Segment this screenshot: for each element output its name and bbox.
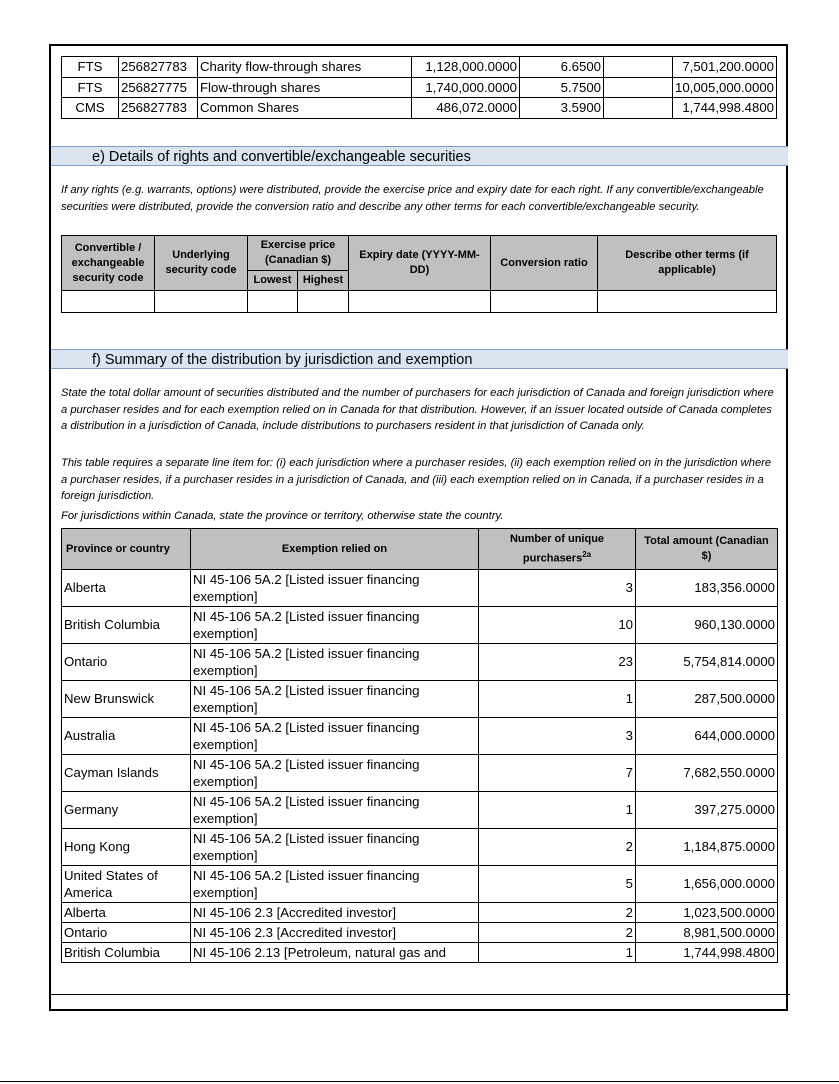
distribution-row	[62, 644, 778, 681]
distribution-row	[62, 718, 778, 755]
distribution-cell-total: 1,023,500.0000	[636, 903, 778, 923]
distribution-cell-purchasers: 2	[479, 923, 636, 943]
section-e-instructions: If any rights (e.g. warrants, options) were distributed, provide the exercise price and expiry date for each right. If any convertible/exchangeable securities were distributed, provide the conversion ratio and describe any other terms for each convertible/exchangeable security.	[61, 184, 764, 213]
distribution-cell-purchasers: 7	[479, 755, 636, 792]
distribution-cell-total: 1,744,998.4800	[636, 943, 778, 963]
distribution-cell-jurisdiction: Alberta	[62, 903, 191, 923]
page-rule	[0, 1081, 839, 1082]
securities-row	[62, 98, 777, 119]
securities-cell-description: Charity flow-through shares	[198, 57, 412, 78]
securities-cell-type: FTS	[62, 77, 119, 98]
col-other-terms: Describe other terms (if applicable)	[598, 236, 777, 291]
col-expiry-date: Expiry date (YYYY-MM-DD)	[349, 236, 491, 291]
distribution-cell-jurisdiction: Germany	[62, 792, 191, 829]
distribution-row	[62, 681, 778, 718]
securities-cell-price: 3.5900	[520, 98, 604, 119]
distribution-row	[62, 755, 778, 792]
distribution-cell-purchasers: 1	[479, 681, 636, 718]
distribution-row	[62, 943, 778, 963]
distribution-cell-total: 7,682,550.0000	[636, 755, 778, 792]
securities-cell-blank	[604, 77, 673, 98]
distribution-cell-exemption: NI 45-106 2.13 [Petroleum, natural gas and	[191, 943, 479, 963]
distribution-cell-exemption: NI 45-106 5A.2 [Listed issuer financing exemption]	[191, 644, 479, 681]
distribution-row	[62, 792, 778, 829]
section-f-title: f) Summary of the distribution by jurisdiction and exemption	[51, 349, 788, 369]
securities-cell-price: 5.7500	[520, 77, 604, 98]
distribution-cell-jurisdiction: Ontario	[62, 644, 191, 681]
rights-empty-row	[62, 291, 777, 313]
col-exercise-price: Exercise price (Canadian $)	[248, 236, 349, 271]
distribution-cell-total: 183,356.0000	[636, 570, 778, 607]
distribution-cell-jurisdiction: United States of America	[62, 866, 191, 903]
distribution-cell-exemption: NI 45-106 5A.2 [Listed issuer financing exemption]	[191, 607, 479, 644]
distribution-cell-purchasers: 2	[479, 903, 636, 923]
distribution-row	[62, 923, 778, 943]
securities-cell-total: 10,005,000.0000	[673, 77, 777, 98]
distribution-cell-total: 1,656,000.0000	[636, 866, 778, 903]
distribution-cell-exemption: NI 45-106 5A.2 [Listed issuer financing exemption]	[191, 718, 479, 755]
col-unique-purchasers: Number of unique purchasers$^{2a}$	[479, 529, 636, 570]
distribution-cell-purchasers: 2	[479, 829, 636, 866]
distribution-cell-total: 8,981,500.0000	[636, 923, 778, 943]
distribution-cell-exemption: NI 45-106 5A.2 [Listed issuer financing exemption]	[191, 829, 479, 866]
distribution-cell-purchasers: 3	[479, 718, 636, 755]
col-lowest: Lowest	[248, 271, 298, 291]
rights-table	[61, 235, 777, 313]
securities-cell-cusip: 256827783	[119, 57, 198, 78]
securities-row	[62, 57, 777, 78]
section-f-para2: This table requires a separate line item for: (i) each jurisdiction where a purchaser resides, (ii) each exemption relied on in the jurisdiction where a purchaser resides, if a purchaser resides in a jurisdiction of Canada, and (iii) each exemption relied on in Canada, if a purchaser resides in a foreign jurisdiction.	[61, 457, 772, 503]
col-conversion-ratio: Conversion ratio	[491, 236, 598, 291]
col-convertible-code: Convertible / exchangeable security code	[62, 236, 155, 291]
col-highest: Highest	[298, 271, 349, 291]
distribution-row	[62, 866, 778, 903]
securities-cell-number: 486,072.0000	[412, 98, 520, 119]
distribution-cell-purchasers: 1	[479, 943, 636, 963]
distribution-cell-total: 287,500.0000	[636, 681, 778, 718]
distribution-cell-total: 1,184,875.0000	[636, 829, 778, 866]
securities-cell-description: Common Shares	[198, 98, 412, 119]
distribution-row	[62, 607, 778, 644]
distribution-cell-exemption: NI 45-106 5A.2 [Listed issuer financing exemption]	[191, 570, 479, 607]
distribution-row	[62, 570, 778, 607]
distribution-cell-exemption: NI 45-106 2.3 [Accredited investor]	[191, 903, 479, 923]
securities-cell-description: Flow-through shares	[198, 77, 412, 98]
frame-divider	[49, 994, 790, 995]
distribution-cell-jurisdiction: New Brunswick	[62, 681, 191, 718]
distribution-cell-jurisdiction: Ontario	[62, 923, 191, 943]
distribution-cell-jurisdiction: Cayman Islands	[62, 755, 191, 792]
distribution-cell-purchasers: 5	[479, 866, 636, 903]
distribution-cell-purchasers: 23	[479, 644, 636, 681]
securities-table	[61, 56, 777, 119]
distribution-cell-jurisdiction: Alberta	[62, 570, 191, 607]
securities-cell-number: 1,740,000.0000	[412, 77, 520, 98]
distribution-cell-total: 5,754,814.0000	[636, 644, 778, 681]
distribution-cell-exemption: NI 45-106 2.3 [Accredited investor]	[191, 923, 479, 943]
distribution-cell-total: 644,000.0000	[636, 718, 778, 755]
securities-row	[62, 77, 777, 98]
distribution-cell-jurisdiction: Hong Kong	[62, 829, 191, 866]
distribution-cell-purchasers: 1	[479, 792, 636, 829]
securities-cell-type: FTS	[62, 57, 119, 78]
distribution-row	[62, 903, 778, 923]
distribution-cell-exemption: NI 45-106 5A.2 [Listed issuer financing exemption]	[191, 681, 479, 718]
securities-cell-number: 1,128,000.0000	[412, 57, 520, 78]
distribution-cell-jurisdiction: British Columbia	[62, 607, 191, 644]
distribution-cell-jurisdiction: British Columbia	[62, 943, 191, 963]
section-f-para3: For jurisdictions within Canada, state the province or territory, otherwise state the country.	[61, 510, 504, 522]
section-f-para1: State the total dollar amount of securities distributed and the number of purchasers for each jurisdiction of Canada and foreign jurisdiction where a purchaser resides and for each exemption relied on in Canada for that distribution. However, if an issuer located outside of Canada completes a distribution in a jurisdiction of Canada, include distributions to purchasers resident in that jurisdiction of Canada only.	[61, 387, 774, 433]
col-exemption: Exemption relied on	[191, 529, 479, 570]
distribution-cell-purchasers: 3	[479, 570, 636, 607]
distribution-row	[62, 829, 778, 866]
securities-cell-cusip: 256827783	[119, 98, 198, 119]
col-underlying-code: Underlying security code	[155, 236, 248, 291]
col-total-amount: Total amount (Canadian $)	[636, 529, 778, 570]
securities-cell-blank	[604, 57, 673, 78]
distribution-cell-exemption: NI 45-106 5A.2 [Listed issuer financing exemption]	[191, 755, 479, 792]
securities-cell-price: 6.6500	[520, 57, 604, 78]
distribution-cell-total: 960,130.0000	[636, 607, 778, 644]
securities-cell-cusip: 256827775	[119, 77, 198, 98]
distribution-cell-total: 397,275.0000	[636, 792, 778, 829]
distribution-cell-purchasers: 10	[479, 607, 636, 644]
securities-cell-type: CMS	[62, 98, 119, 119]
distribution-cell-exemption: NI 45-106 5A.2 [Listed issuer financing exemption]	[191, 866, 479, 903]
col-province-country: Province or country	[62, 529, 191, 570]
distribution-table	[61, 528, 778, 963]
distribution-cell-jurisdiction: Australia	[62, 718, 191, 755]
securities-cell-total: 7,501,200.0000	[673, 57, 777, 78]
section-e-title: e) Details of rights and convertible/exchangeable securities	[51, 146, 788, 166]
securities-cell-total: 1,744,998.4800	[673, 98, 777, 119]
securities-cell-blank	[604, 98, 673, 119]
distribution-cell-exemption: NI 45-106 5A.2 [Listed issuer financing exemption]	[191, 792, 479, 829]
